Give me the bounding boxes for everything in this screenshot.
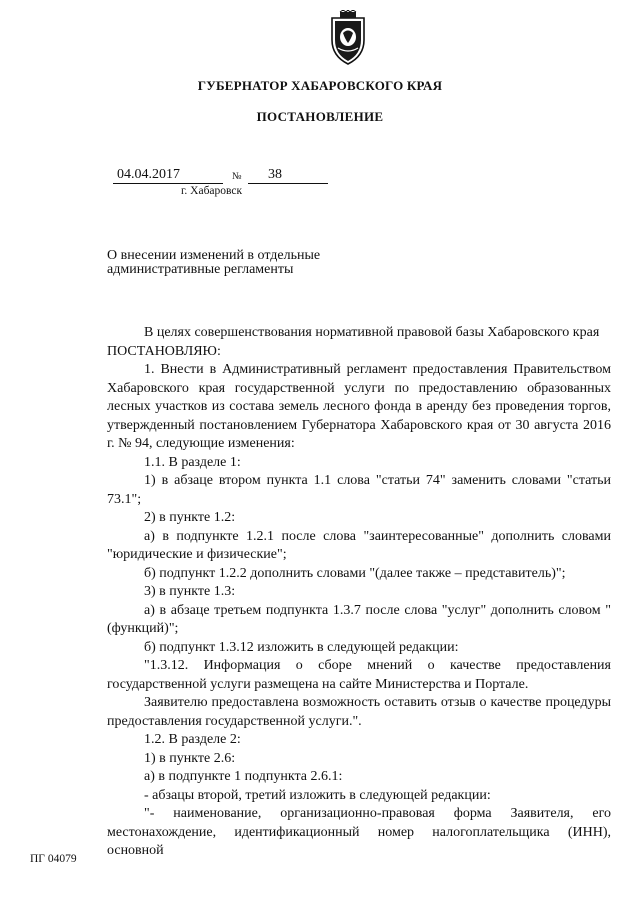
paragraph: 1. Внести в Административный регламент предоставления Правительством Хабаровского края государственной услуги по предоставлению образованных лесных участков из состава земель лесного фонда в аренду без проведения торгов, утвержденный постановлением Губернатора Хабаровского края от 30 августа 2016 г. № 94, следующие изменения: (107, 362, 611, 451)
document-body (107, 324, 611, 861)
paragraph: б) подпункт 1.3.12 изложить в следующей редакции: (144, 639, 459, 655)
paragraph: 1) в абзаце втором пункта 1.1 слова "статьи 74" заменить словами "статьи 73.1"; (107, 473, 611, 507)
footer-code: ПГ 04079 (30, 853, 77, 865)
paragraph: 3) в пункте 1.3: (144, 584, 236, 599)
paragraph: б) подпункт 1.2.2 дополнить словами "(далее также – представитель)"; (144, 565, 566, 581)
paragraph: 1.2. В разделе 2: (144, 732, 241, 747)
paragraph: 2) в пункте 1.2: (144, 510, 236, 525)
paragraph: а) в подпункте 1.2.1 после слова "заинтересованные" дополнить словами "юридические и физические"; (107, 528, 611, 562)
issuer-title: ГУБЕРНАТОР ХАБАРОВСКОГО КРАЯ (197, 78, 443, 93)
paragraph: "1.3.12. Информация о сборе мнений о качестве предоставления государственной услуги размещена на сайте Министерства и Портале. (107, 658, 611, 692)
paragraph: 1.1. В разделе 1: (144, 454, 241, 470)
coat-of-arms-icon (326, 10, 370, 66)
paragraph: а) в подпункте 1 подпункта 2.6.1: (144, 769, 343, 784)
city: г. Хабаровск (181, 185, 243, 197)
paragraph: В целях совершенствования нормативной правовой базы Хабаровского края (144, 325, 600, 340)
paragraph: - абзацы второй, третий изложить в следующей редакции: (144, 787, 491, 803)
document-type: ПОСТАНОВЛЕНИЕ (256, 109, 384, 124)
document-subject (107, 249, 320, 277)
paragraph: а) в абзаце третьем подпункта 1.3.7 после слова "услуг" дополнить словом "(функций)"; (107, 602, 611, 636)
number-sign: № (232, 171, 242, 182)
paragraph: ПОСТАНОВЛЯЮ: (107, 343, 221, 359)
paragraph: "- наименование, организационно-правовая форма Заявителя, его местонахождение, идентификационный номер налогоплательщика (ИНН), основной (107, 806, 611, 858)
paragraph: Заявителю предоставлена возможность оставить отзыв о качестве процедуры предоставления государственной услуги.". (107, 695, 611, 729)
document-number: 38 (248, 167, 328, 184)
subject-line: административные регламенты (107, 262, 294, 277)
document-date: 04.04.2017 (113, 167, 223, 184)
paragraph: 1) в пункте 2.6: (144, 750, 236, 766)
subject-line: О внесении изменений в отдельные (107, 248, 321, 263)
